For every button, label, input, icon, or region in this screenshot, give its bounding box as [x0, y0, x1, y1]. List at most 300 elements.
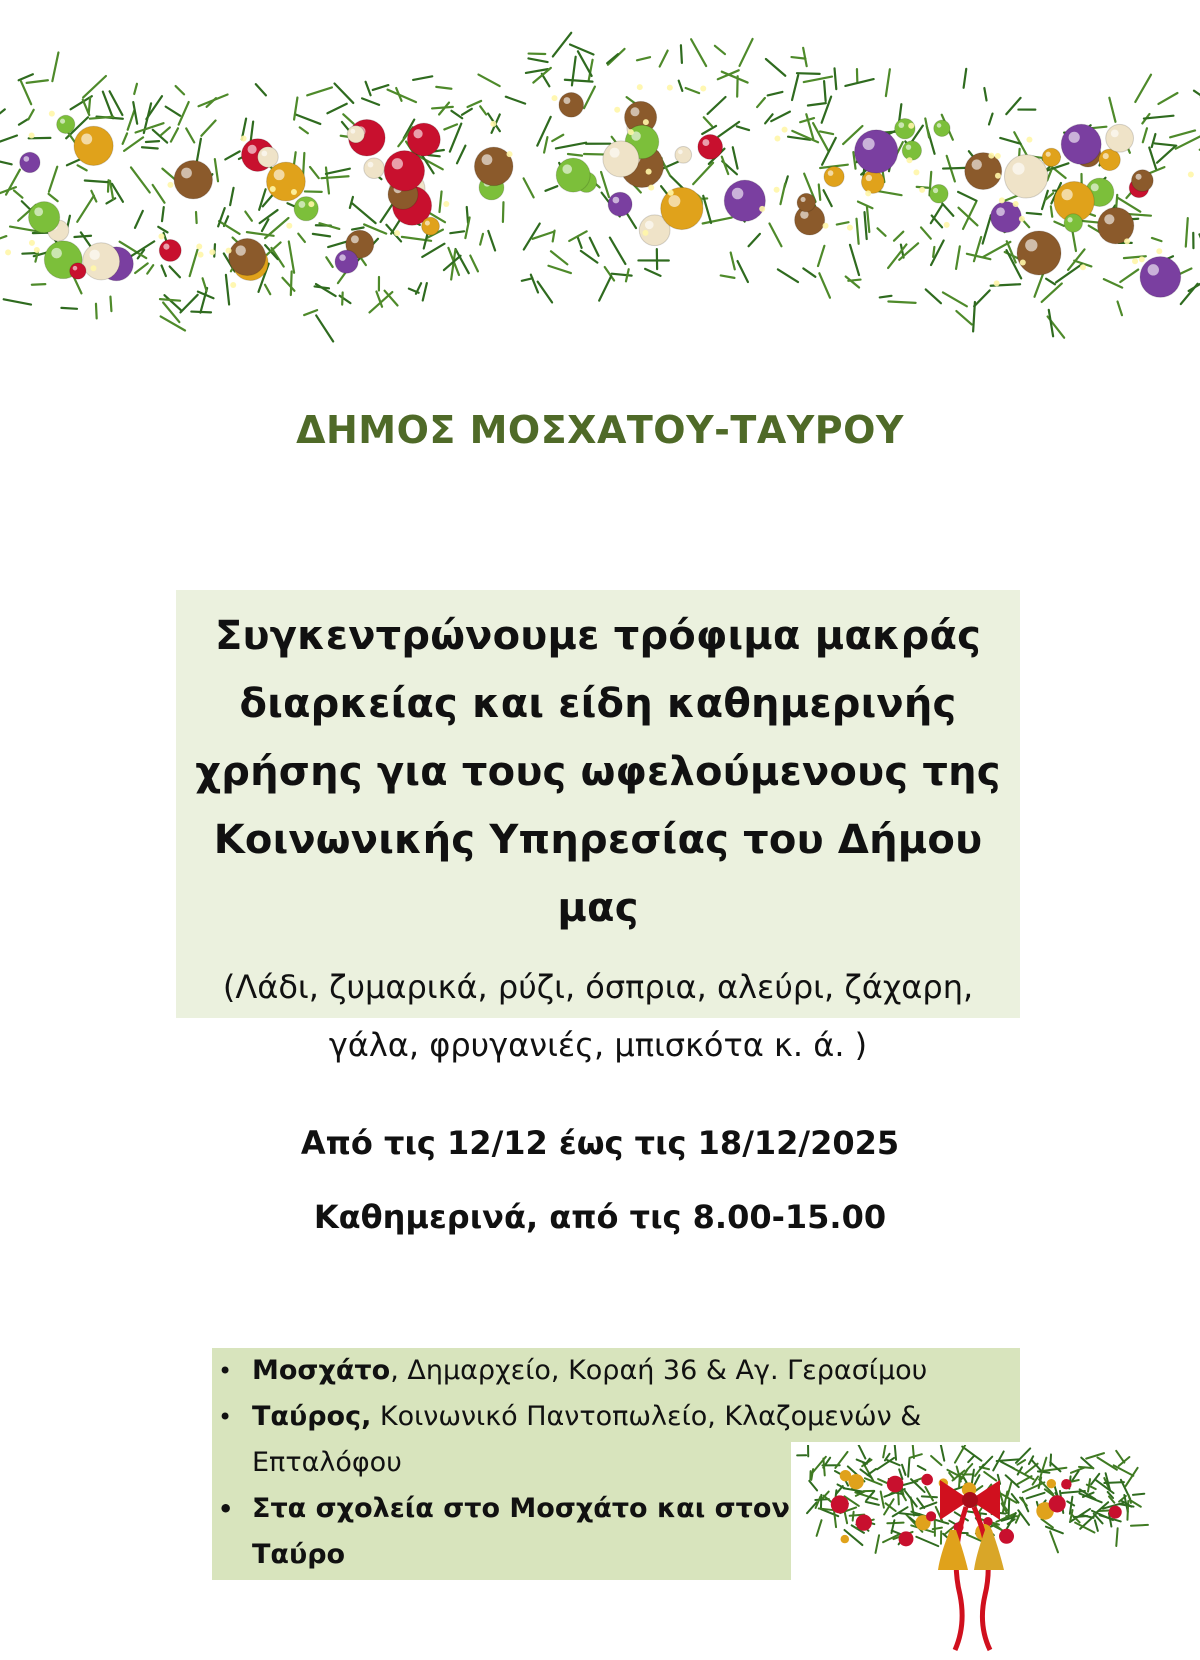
pine-needle: [856, 219, 858, 244]
ornament-highlight: [1111, 129, 1119, 137]
bow-knot: [962, 1492, 978, 1508]
pine-needle: [352, 227, 364, 229]
ornament-highlight: [1012, 163, 1024, 175]
pine-needle: [823, 1458, 824, 1475]
pine-needle: [467, 101, 481, 107]
pine-needle: [537, 117, 550, 146]
ornament-highlight: [51, 248, 62, 259]
ornament-ball: [608, 192, 632, 216]
christmas-garland-image: [0, 0, 1200, 360]
pine-needle: [792, 75, 798, 100]
ornament-highlight: [274, 169, 285, 180]
pine-needle: [921, 227, 931, 238]
fairy-light: [648, 185, 654, 191]
pine-needle: [1079, 1467, 1093, 1468]
pine-needle: [110, 297, 111, 311]
pine-needle: [702, 126, 716, 134]
pine-needle: [1125, 1468, 1137, 1487]
pine-needle: [27, 80, 48, 83]
ornament-highlight: [866, 175, 872, 181]
pine-needle: [610, 238, 625, 264]
pine-needle: [128, 110, 135, 130]
announcement-line: διαρκείας και είδη καθημερινής: [239, 681, 957, 727]
pine-needle: [1143, 128, 1147, 142]
pine-needle: [967, 1464, 973, 1470]
fairy-light: [34, 247, 40, 253]
ornament-ball: [921, 1474, 933, 1486]
pine-needle: [824, 190, 832, 206]
fairy-light: [995, 153, 1001, 159]
ornament-ball: [840, 1470, 851, 1481]
pine-needle: [771, 112, 790, 122]
pine-needle: [436, 87, 451, 89]
pine-needle: [1170, 130, 1195, 137]
pine-needle: [1149, 148, 1156, 169]
location-name: Στα σχολεία στο Μοσχάτο και στον Ταύρο: [252, 1493, 790, 1570]
pine-needle: [590, 238, 599, 256]
ornament-highlight: [248, 145, 257, 154]
ornament-highlight: [261, 151, 267, 157]
pine-needle: [584, 87, 595, 109]
fairy-light: [1132, 258, 1138, 264]
pine-needle: [1033, 1477, 1038, 1485]
pine-needle: [123, 133, 127, 143]
pine-needle: [626, 269, 629, 281]
ornament-ball: [861, 171, 884, 194]
pine-needle: [1095, 1520, 1098, 1531]
pine-needle: [180, 295, 197, 313]
fairy-light: [29, 133, 35, 139]
pine-needle: [637, 57, 650, 60]
pine-needle: [737, 126, 749, 130]
ornament-highlight: [163, 244, 169, 250]
pine-needle: [910, 1454, 922, 1458]
fairy-light: [637, 84, 643, 90]
pine-needle: [135, 211, 143, 228]
ornament-ball: [855, 130, 898, 173]
pine-needle: [19, 119, 28, 124]
ornament-ball: [930, 184, 949, 203]
ornament-highlight: [351, 235, 359, 243]
location-detail: , Δημαρχείο, Κοραή 36 & Αγ. Γερασίμου: [390, 1355, 928, 1386]
ornament-highlight: [732, 188, 744, 200]
pine-needle: [983, 217, 991, 244]
fairy-light: [782, 127, 788, 133]
announcement-line: Συγκεντρώνουμε τρόφιμα μακράς: [214, 613, 982, 659]
pine-needle: [300, 127, 308, 133]
pine-needle: [196, 212, 197, 223]
pine-needle: [780, 184, 785, 205]
pine-needle: [551, 251, 567, 264]
fairy-light: [774, 136, 780, 142]
items-list-line: γάλα, φρυγανιές, μπισκότα κ. ά. ): [328, 1026, 868, 1064]
pine-needle: [578, 51, 592, 76]
pine-needle: [708, 97, 726, 114]
pine-needle: [32, 284, 45, 285]
ornament-ball: [335, 250, 358, 273]
pine-needle: [503, 202, 504, 222]
pine-needle: [1016, 1513, 1020, 1522]
ornament-highlight: [800, 197, 805, 202]
ornament-highlight: [906, 144, 911, 149]
pine-needle: [570, 45, 594, 55]
ornament-highlight: [1046, 152, 1051, 157]
ornament-highlight: [933, 188, 938, 193]
pine-needle: [1131, 1525, 1148, 1526]
bullet-icon: •: [218, 1495, 234, 1523]
pine-needle: [820, 131, 833, 134]
pine-needle: [52, 52, 58, 81]
pine-needle: [670, 176, 683, 189]
ornament-highlight: [392, 158, 403, 169]
fairy-light: [1013, 201, 1019, 207]
location-name: Ταύρος,: [252, 1401, 372, 1432]
pine-needle: [146, 141, 159, 142]
pine-needle: [533, 232, 555, 239]
fairy-light: [988, 153, 994, 159]
pine-needle: [905, 1491, 917, 1506]
pine-needle: [1040, 1458, 1046, 1478]
announcement-line: Κοινωνικής Υπηρεσίας του Δήμου μας: [213, 817, 983, 931]
fairy-light: [196, 244, 202, 250]
pine-needle: [925, 119, 929, 138]
pine-needle: [778, 269, 798, 282]
ornament-highlight: [339, 254, 345, 260]
pine-needle: [958, 208, 977, 226]
pine-needle: [450, 231, 464, 233]
pine-needle: [89, 97, 90, 112]
pine-needle: [0, 236, 6, 242]
ornament-ball: [1042, 148, 1060, 166]
pine-needle: [538, 282, 552, 303]
pine-needle: [422, 244, 444, 257]
pine-needle: [528, 58, 547, 62]
fairy-light: [614, 107, 620, 113]
pine-needle: [298, 234, 305, 242]
pine-needle: [956, 311, 971, 324]
pine-needle: [282, 278, 294, 291]
pine-needle: [956, 246, 960, 269]
pine-needle: [581, 251, 597, 263]
fairy-light: [668, 190, 674, 196]
pine-needle: [1116, 1451, 1124, 1463]
pine-needle: [749, 234, 760, 246]
ornament-highlight: [1136, 174, 1142, 180]
pine-needle: [136, 123, 164, 132]
pine-needle: [894, 232, 903, 241]
fairy-light: [308, 201, 314, 207]
fairy-light: [490, 121, 496, 127]
ornament-highlight: [898, 122, 904, 128]
ornament-ball: [824, 167, 844, 187]
pine-needle: [943, 168, 966, 169]
pine-needle: [757, 98, 765, 107]
pine-needle: [578, 237, 582, 248]
pine-needle: [1155, 143, 1176, 145]
announcement-box: [176, 590, 1020, 1064]
ornament-ball: [57, 115, 75, 133]
fairy-light: [507, 151, 513, 157]
pine-needle: [49, 194, 58, 201]
fairy-light: [1156, 248, 1162, 254]
ornament-ball: [895, 118, 915, 138]
announcement-line: χρήσης για τους ωφελούμενους της: [195, 749, 1001, 795]
fairy-light: [241, 135, 247, 141]
ornament-highlight: [1067, 217, 1072, 222]
ornament-ball: [294, 197, 318, 221]
pine-needle: [824, 81, 826, 101]
pine-needle: [797, 73, 820, 74]
pine-needle: [958, 192, 977, 201]
ornament-ball: [603, 141, 639, 177]
fairy-light: [823, 223, 829, 229]
fairy-light: [286, 223, 292, 229]
pine-needle: [817, 1520, 822, 1536]
ornament-highlight: [678, 150, 683, 155]
pine-needle: [846, 277, 859, 288]
ornament-ball: [556, 158, 590, 192]
ornament-ball: [174, 160, 212, 198]
pine-needle: [524, 178, 534, 197]
christmas-wreath-image: [790, 1445, 1150, 1660]
ornament-ball: [422, 217, 440, 235]
ornament-ball: [902, 141, 921, 160]
location-detail: Κοινωνικό Παντοπωλείο, Κλαζομενών & Επταλόφου: [252, 1401, 922, 1478]
fairy-light: [847, 225, 853, 231]
collection-hours: Καθημερινά, από τις 8.00-15.00: [313, 1198, 887, 1236]
fairy-light: [1124, 238, 1130, 244]
pine-needle: [917, 1498, 924, 1508]
ornament-ball: [1106, 124, 1134, 152]
ornament-highlight: [972, 159, 982, 169]
pine-needle: [373, 85, 389, 90]
pine-needle: [864, 212, 866, 239]
pine-needle: [818, 246, 824, 266]
pine-needle: [1104, 279, 1122, 287]
pine-needle: [1116, 1528, 1117, 1546]
pine-needle: [1046, 279, 1055, 285]
pine-needle: [803, 48, 807, 66]
ornament-ball: [724, 180, 765, 221]
pine-needle: [326, 169, 350, 174]
pine-needle: [153, 185, 165, 203]
pine-needle: [1097, 1458, 1116, 1470]
ornament-ball: [1047, 1479, 1056, 1488]
pine-needle: [645, 269, 660, 276]
pine-needle: [1032, 1460, 1042, 1471]
pine-needle: [19, 74, 33, 80]
pine-needle: [721, 275, 735, 277]
pine-needle: [545, 186, 557, 191]
ornament-highlight: [828, 170, 834, 176]
pine-needle: [480, 234, 483, 245]
pine-needle: [28, 110, 33, 120]
pine-needle: [804, 77, 832, 82]
pine-needle: [186, 128, 194, 142]
pine-needle: [22, 253, 37, 254]
pine-needle: [548, 266, 570, 273]
pine-needle: [972, 1470, 974, 1483]
ornament-ball: [1004, 155, 1047, 198]
pine-needle: [811, 1469, 813, 1480]
fairy-light: [1188, 172, 1194, 178]
ornament-ball: [70, 263, 86, 279]
fairy-light: [759, 206, 765, 212]
ornament-ball: [364, 158, 385, 179]
ornament-ball: [1061, 124, 1101, 164]
pine-needle: [423, 283, 427, 300]
pine-needle: [1018, 1510, 1029, 1525]
pine-needle: [887, 1460, 900, 1465]
pine-needle: [881, 1492, 884, 1508]
pine-needle: [931, 1456, 941, 1465]
fairy-light: [643, 119, 649, 125]
pine-needle: [352, 203, 376, 223]
pine-needle: [256, 84, 266, 95]
pine-needle: [219, 221, 240, 234]
ornament-highlight: [89, 250, 99, 260]
fairy-light: [270, 186, 276, 192]
pine-needle: [134, 84, 137, 94]
pine-needle: [0, 136, 17, 144]
pine-needle: [310, 167, 319, 178]
ornament-ball: [661, 187, 703, 229]
pine-needle: [878, 1479, 888, 1484]
pine-needle: [715, 46, 725, 54]
ornament-ball: [559, 93, 584, 118]
fairy-light: [1139, 256, 1145, 262]
pine-needle: [467, 207, 468, 223]
pine-needle: [1056, 264, 1082, 282]
pine-needle: [291, 271, 292, 295]
ornament-ball: [1140, 257, 1181, 298]
ornament-highlight: [482, 154, 493, 165]
pine-needle: [162, 207, 164, 221]
ornament-ball: [887, 1476, 904, 1493]
pine-needle: [316, 284, 336, 296]
pine-needle: [1176, 135, 1200, 149]
location-item: [212, 1348, 1020, 1394]
pine-needle: [943, 292, 967, 306]
pine-needle: [974, 290, 990, 306]
pine-needle: [679, 81, 683, 91]
fairy-light: [646, 169, 652, 175]
pine-needle: [142, 147, 158, 148]
ornament-highlight: [630, 107, 639, 116]
pine-needle: [1006, 1475, 1019, 1487]
pine-needle: [1120, 270, 1138, 282]
pine-needle: [984, 1472, 996, 1481]
ornament-ball: [1109, 1506, 1122, 1519]
pine-needle: [544, 137, 547, 152]
pine-needle: [1046, 1527, 1063, 1534]
pine-needle: [691, 39, 706, 66]
fairy-light: [1026, 137, 1032, 143]
pine-needle: [660, 51, 668, 67]
pine-needle: [1152, 238, 1162, 241]
pine-needle: [85, 180, 108, 182]
pine-needle: [1086, 1453, 1104, 1458]
pine-needle: [439, 191, 441, 212]
fairy-light: [913, 169, 919, 175]
pine-needle: [1038, 1471, 1050, 1472]
ornament-highlight: [1091, 183, 1099, 191]
pine-needle: [792, 131, 818, 142]
ornament-highlight: [23, 156, 29, 162]
ornament-ball: [74, 126, 113, 165]
pine-needle: [488, 231, 495, 251]
pine-needle: [942, 204, 953, 216]
pine-needle: [908, 1459, 909, 1477]
pine-needle: [888, 301, 915, 302]
ornament-ball: [267, 162, 306, 201]
pine-needle: [1158, 93, 1177, 104]
pine-needle: [1152, 134, 1156, 147]
pine-needle: [506, 97, 525, 104]
fairy-light: [29, 240, 35, 246]
pine-needle: [413, 76, 432, 80]
pine-needle: [681, 45, 682, 63]
pine-needle: [883, 1445, 886, 1457]
pine-needle: [162, 169, 175, 180]
pine-needle: [703, 218, 732, 224]
ornament-ball: [797, 193, 815, 211]
ornament-highlight: [702, 139, 709, 146]
fairy-light: [1019, 216, 1025, 222]
pine-needle: [902, 1465, 906, 1475]
fairy-light: [394, 230, 400, 236]
pine-needle: [1027, 213, 1041, 214]
pine-needle: [457, 146, 465, 164]
pine-needle: [553, 33, 571, 57]
pine-needle: [693, 163, 713, 184]
bullet-icon: •: [218, 1357, 233, 1385]
ornament-ball: [29, 202, 60, 233]
pine-needle: [850, 245, 859, 275]
pine-needle: [451, 111, 462, 118]
fairy-light: [919, 187, 925, 193]
ornament-highlight: [863, 138, 875, 150]
pine-needle: [191, 312, 211, 313]
pine-needle: [922, 1496, 937, 1497]
pine-needle: [470, 256, 478, 272]
ornament-ball: [831, 1495, 849, 1513]
pine-needle: [845, 1512, 847, 1523]
pine-needle: [703, 196, 711, 223]
pine-needle: [343, 114, 353, 123]
fairy-light: [995, 173, 1001, 179]
ornament-highlight: [350, 129, 355, 134]
ornament-highlight: [236, 245, 246, 255]
pine-needle: [813, 123, 828, 151]
ornament-highlight: [562, 164, 572, 174]
pine-needle: [190, 250, 198, 276]
pine-needle: [432, 107, 453, 109]
pine-needle: [858, 202, 873, 209]
fairy-light: [158, 233, 164, 239]
pine-needle: [1001, 1462, 1014, 1469]
pine-needle: [819, 184, 820, 199]
pine-needle: [201, 121, 215, 136]
ornament-highlight: [669, 195, 681, 207]
pine-needle: [1050, 1531, 1058, 1552]
pine-needle: [1054, 222, 1064, 226]
municipality-title: ΔΗΜΟΣ ΜΟΣΧΑΤΟΥ-ΤΑΥΡΟΥ: [296, 408, 904, 452]
ornament-ball: [229, 239, 266, 276]
pine-needle: [362, 98, 379, 105]
ornament-highlight: [81, 134, 92, 145]
fairy-light: [865, 190, 871, 196]
